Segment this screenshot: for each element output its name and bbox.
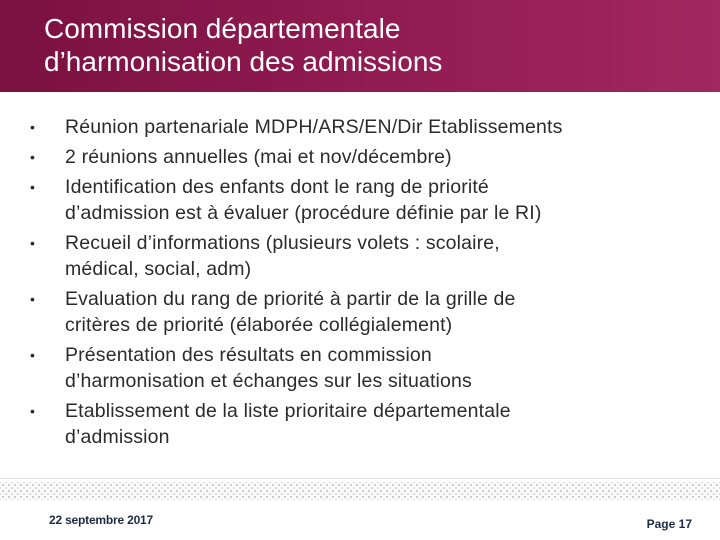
bullet-marker: • [30, 347, 36, 363]
bullet-marker: • [30, 291, 36, 307]
bullet-text-line: Identification des enfants dont le rang de priorité [65, 176, 489, 198]
bullet-text-line: médical, social, adm) [65, 258, 252, 280]
bullet-text-line: Recueil d’informations (plusieurs volets : scolaire, [65, 232, 500, 254]
bullet-item [26, 144, 686, 170]
bullet-text-line: Etablissement de la liste prioritaire départementale [65, 400, 511, 422]
bullet-text-line: d’harmonisation et échanges sur les situations [65, 370, 472, 392]
page-number: Page 17 [646, 517, 692, 531]
footer-divider [0, 478, 720, 479]
bullet-marker: • [30, 179, 36, 195]
slide-title-line-1: Commission départementale [44, 13, 401, 44]
bullet-marker: • [30, 403, 36, 419]
bullet-text-line: Présentation des résultats en commission [65, 344, 432, 366]
bullet-text-line: critères de priorité (élaborée collégialement) [65, 314, 453, 336]
slide-content [26, 114, 686, 454]
decorative-pattern-band [0, 482, 720, 500]
bullet-marker: • [30, 149, 36, 165]
bullet-marker: • [30, 235, 36, 251]
bullet-marker: • [30, 119, 36, 135]
slide-title-line-2: d’harmonisation des admissions [44, 46, 443, 77]
bullet-text-line: d’admission [65, 426, 170, 448]
bullet-item [26, 230, 686, 282]
title-bar [0, 0, 720, 92]
bullet-item [26, 286, 686, 338]
bullet-item [26, 114, 686, 140]
bullet-item [26, 398, 686, 450]
bullet-list [26, 114, 686, 450]
bullet-text-line: 2 réunions annuelles (mai et nov/décembre) [65, 146, 452, 168]
bullet-text-line: Réunion partenariale MDPH/ARS/EN/Dir Etablissements [65, 116, 563, 138]
bullet-text-line: Evaluation du rang de priorité à partir de la grille de [65, 288, 516, 310]
footer-date: 22 septembre 2017 [49, 513, 154, 527]
bullet-item [26, 342, 686, 394]
slide-title [44, 12, 704, 78]
bullet-item [26, 174, 686, 226]
bullet-text-line: d’admission est à évaluer (procédure définie par le RI) [65, 202, 542, 224]
